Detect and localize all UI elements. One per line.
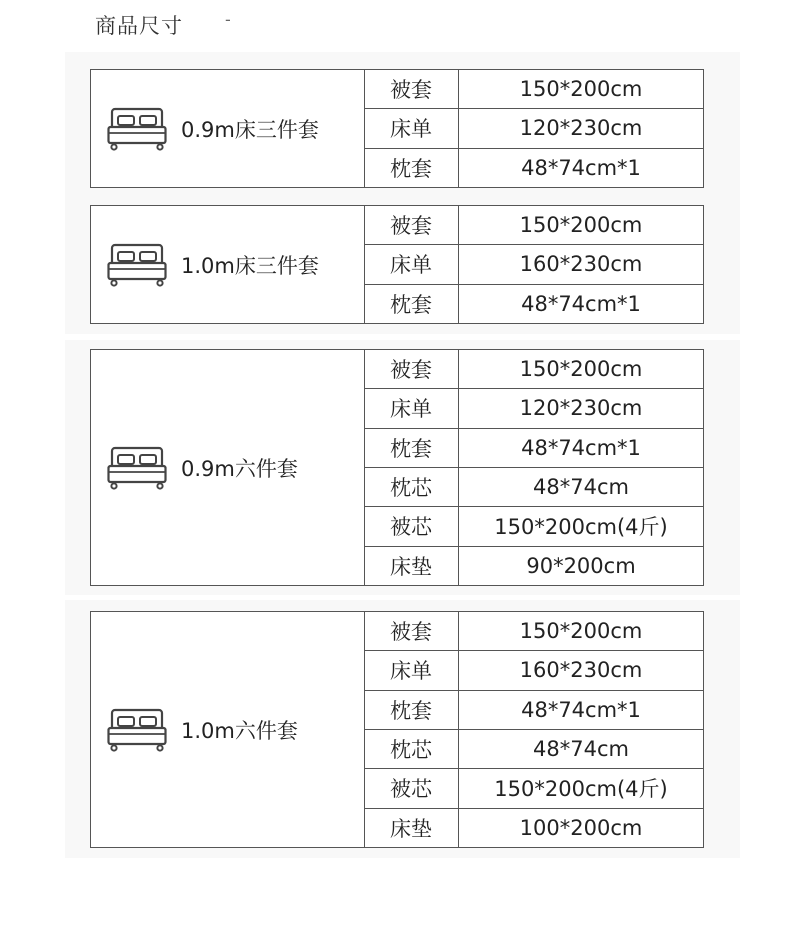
item-name: 床单 [364,389,459,427]
item-name: 床垫 [364,547,459,585]
size-table-1 [90,205,704,324]
item-name: 被芯 [364,507,459,545]
table-row [364,350,703,389]
table-row [364,769,703,808]
item-size: 48*74cm [533,475,629,500]
size-table-3 [90,611,704,848]
table-row [364,429,703,468]
item-name: 床单 [364,245,459,283]
size-table-2 [90,349,704,586]
bed-icon [107,445,167,491]
page-title: 商品尺寸 [95,14,183,38]
table-row [364,612,703,651]
item-size: 150*200cm [519,213,643,238]
item-size: 48*74cm [533,737,629,762]
item-name: 被芯 [364,769,459,807]
table-row [364,730,703,769]
table-row [364,70,703,109]
bed-icon [107,106,167,152]
table-row [364,245,703,284]
item-size: 150*200cm(4斤) [494,777,668,802]
header-dash: - [225,10,231,29]
table-row [364,109,703,148]
item-name: 床单 [364,651,459,689]
item-size: 160*230cm [519,658,643,683]
item-name: 枕芯 [364,468,459,506]
product-title: 1.0m床三件套 [181,253,319,278]
table-row [364,547,703,585]
product-cell [91,612,365,847]
item-name: 枕套 [364,149,459,187]
table-row [364,651,703,690]
table-row [364,285,703,323]
size-table-0 [90,69,704,188]
item-size: 48*74cm*1 [521,155,641,180]
item-size: 100*200cm [519,815,643,840]
item-name: 枕芯 [364,730,459,768]
item-size: 120*230cm [519,116,643,141]
product-title: 0.9m床三件套 [181,117,319,142]
product-title: 0.9m六件套 [181,456,298,481]
table-row [364,149,703,187]
table-row [364,389,703,428]
item-name: 床单 [364,109,459,147]
item-size: 120*230cm [519,396,643,421]
item-name: 被套 [364,206,459,244]
item-size: 48*74cm*1 [521,435,641,460]
item-name: 被套 [364,70,459,108]
table-row [364,691,703,730]
item-size: 90*200cm [526,553,636,578]
item-name: 枕套 [364,691,459,729]
item-size: 150*200cm(4斤) [494,515,668,540]
product-cell [91,70,365,187]
bed-icon [107,707,167,753]
item-name: 被套 [364,350,459,388]
product-cell [91,350,365,585]
item-size: 150*200cm [519,357,643,382]
item-size: 48*74cm*1 [521,291,641,316]
bed-icon [107,242,167,288]
product-cell [91,206,365,323]
item-name: 枕套 [364,429,459,467]
item-size: 48*74cm*1 [521,697,641,722]
table-row [364,206,703,245]
table-row [364,507,703,546]
item-size: 150*200cm [519,619,643,644]
table-row [364,468,703,507]
item-size: 150*200cm [519,77,643,102]
item-name: 被套 [364,612,459,650]
product-title: 1.0m六件套 [181,718,298,743]
item-name: 床垫 [364,809,459,847]
item-size: 160*230cm [519,252,643,277]
table-row [364,809,703,847]
item-name: 枕套 [364,285,459,323]
